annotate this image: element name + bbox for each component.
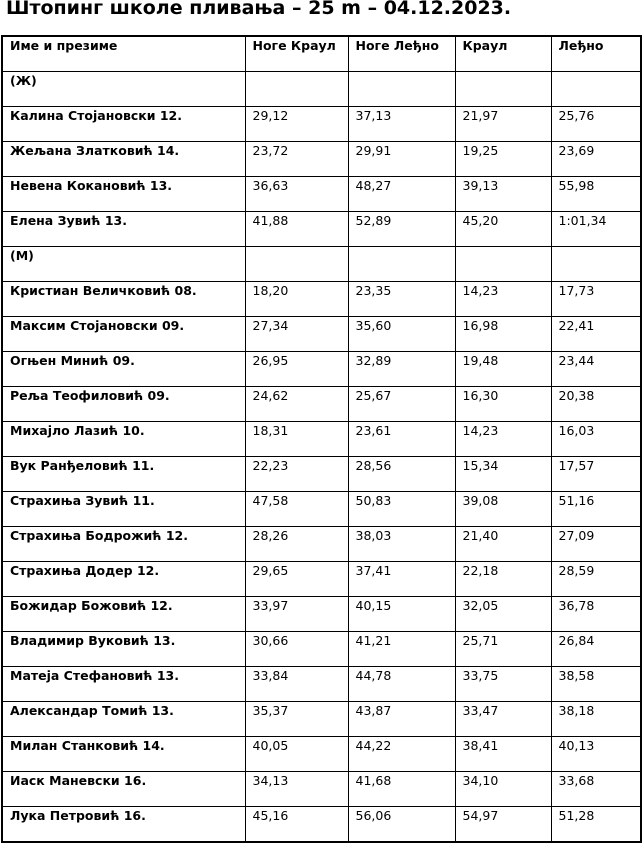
cell-kicks-backstroke: 52,89 [348, 212, 455, 247]
cell-backstroke: 16,03 [551, 422, 641, 457]
page-title: Штопинг школе пливања – 25 m – 04.12.2023. [6, 0, 512, 19]
header-freestyle: Краул [455, 36, 551, 72]
cell-kicks-backstroke: 23,61 [348, 422, 455, 457]
swimmer-name: Матеја Стефановић 13. [2, 667, 245, 702]
cell-kicks-freestyle: 40,05 [245, 737, 348, 772]
cell-freestyle: 16,30 [455, 387, 551, 422]
cell-freestyle: 32,05 [455, 597, 551, 632]
cell-backstroke: 36,78 [551, 597, 641, 632]
cell-kicks-freestyle: 45,16 [245, 807, 348, 843]
cell-freestyle: 38,41 [455, 737, 551, 772]
group-label: (Ж) [2, 72, 245, 107]
swimmer-name: Реља Теофиловић 09. [2, 387, 245, 422]
cell-backstroke [551, 72, 641, 107]
cell-backstroke: 55,98 [551, 177, 641, 212]
cell-freestyle: 22,18 [455, 562, 551, 597]
cell-freestyle: 19,48 [455, 352, 551, 387]
cell-kicks-freestyle: 27,34 [245, 317, 348, 352]
cell-kicks-backstroke: 28,56 [348, 457, 455, 492]
cell-backstroke: 38,18 [551, 702, 641, 737]
cell-kicks-freestyle [245, 247, 348, 282]
cell-kicks-freestyle: 33,97 [245, 597, 348, 632]
swimmer-name: Вук Ранђеловић 11. [2, 457, 245, 492]
swimmer-name: Огњен Минић 09. [2, 352, 245, 387]
cell-backstroke: 51,16 [551, 492, 641, 527]
cell-freestyle: 54,97 [455, 807, 551, 843]
cell-kicks-backstroke: 37,13 [348, 107, 455, 142]
header-backstroke: Леђно [551, 36, 641, 72]
cell-freestyle: 33,47 [455, 702, 551, 737]
cell-freestyle: 14,23 [455, 422, 551, 457]
cell-freestyle: 34,10 [455, 772, 551, 807]
cell-backstroke: 1:01,34 [551, 212, 641, 247]
cell-kicks-backstroke: 43,87 [348, 702, 455, 737]
cell-freestyle [455, 72, 551, 107]
swimmer-name: Страхиња Додер 12. [2, 562, 245, 597]
cell-kicks-backstroke: 35,60 [348, 317, 455, 352]
swimmer-name: Владимир Вуковић 13. [2, 632, 245, 667]
cell-freestyle: 39,13 [455, 177, 551, 212]
cell-backstroke: 26,84 [551, 632, 641, 667]
cell-freestyle: 33,75 [455, 667, 551, 702]
cell-freestyle: 15,34 [455, 457, 551, 492]
cell-kicks-freestyle: 23,72 [245, 142, 348, 177]
swimmer-name: Страхиња Зувић 11. [2, 492, 245, 527]
table-row [2, 107, 641, 142]
cell-kicks-backstroke: 23,35 [348, 282, 455, 317]
table-header-row [2, 36, 641, 72]
cell-kicks-freestyle: 29,12 [245, 107, 348, 142]
cell-freestyle: 25,71 [455, 632, 551, 667]
table-row [2, 422, 641, 457]
swimmer-name: Божидар Божовић 12. [2, 597, 245, 632]
cell-kicks-backstroke [348, 247, 455, 282]
cell-kicks-backstroke: 37,41 [348, 562, 455, 597]
cell-backstroke: 23,44 [551, 352, 641, 387]
cell-kicks-backstroke: 50,83 [348, 492, 455, 527]
results-table-body [2, 36, 641, 842]
swimmer-name: Жељана Златковић 14. [2, 142, 245, 177]
table-row [2, 702, 641, 737]
cell-backstroke: 23,69 [551, 142, 641, 177]
cell-kicks-freestyle: 26,95 [245, 352, 348, 387]
cell-freestyle: 19,25 [455, 142, 551, 177]
cell-backstroke: 28,59 [551, 562, 641, 597]
cell-kicks-backstroke: 29,91 [348, 142, 455, 177]
table-row [2, 282, 641, 317]
cell-kicks-backstroke: 48,27 [348, 177, 455, 212]
cell-freestyle: 21,97 [455, 107, 551, 142]
swimmer-name: Страхиња Бодрожић 12. [2, 527, 245, 562]
cell-backstroke: 33,68 [551, 772, 641, 807]
table-row [2, 492, 641, 527]
cell-backstroke: 17,57 [551, 457, 641, 492]
swimmer-name: Милан Станковић 14. [2, 737, 245, 772]
cell-kicks-freestyle: 36,63 [245, 177, 348, 212]
table-row [2, 737, 641, 772]
cell-kicks-freestyle: 35,37 [245, 702, 348, 737]
cell-freestyle [455, 247, 551, 282]
cell-backstroke: 27,09 [551, 527, 641, 562]
table-row [2, 142, 641, 177]
table-row [2, 352, 641, 387]
cell-freestyle: 39,08 [455, 492, 551, 527]
cell-kicks-freestyle: 33,84 [245, 667, 348, 702]
cell-kicks-freestyle: 47,58 [245, 492, 348, 527]
table-row [2, 177, 641, 212]
cell-kicks-backstroke: 41,21 [348, 632, 455, 667]
header-kicks-freestyle: Ноге Краул [245, 36, 348, 72]
cell-backstroke: 17,73 [551, 282, 641, 317]
swimmer-name: Александар Томић 13. [2, 702, 245, 737]
cell-kicks-backstroke: 32,89 [348, 352, 455, 387]
swimmer-name: Калина Стојановски 12. [2, 107, 245, 142]
table-row [2, 457, 641, 492]
cell-kicks-freestyle: 18,31 [245, 422, 348, 457]
swimmer-name: Максим Стојановски 09. [2, 317, 245, 352]
cell-kicks-backstroke: 44,78 [348, 667, 455, 702]
cell-backstroke: 25,76 [551, 107, 641, 142]
table-row [2, 212, 641, 247]
cell-kicks-freestyle [245, 72, 348, 107]
swimmer-name: Иаск Маневски 16. [2, 772, 245, 807]
cell-kicks-backstroke: 40,15 [348, 597, 455, 632]
swimmer-name: Михајло Лазић 10. [2, 422, 245, 457]
cell-backstroke: 40,13 [551, 737, 641, 772]
cell-kicks-freestyle: 34,13 [245, 772, 348, 807]
cell-backstroke [551, 247, 641, 282]
swimmer-name: Лука Петровић 16. [2, 807, 245, 843]
table-row [2, 527, 641, 562]
table-row [2, 597, 641, 632]
cell-kicks-backstroke: 25,67 [348, 387, 455, 422]
cell-kicks-freestyle: 18,20 [245, 282, 348, 317]
cell-kicks-backstroke: 56,06 [348, 807, 455, 843]
swimmer-name: Елена Зувић 13. [2, 212, 245, 247]
cell-kicks-freestyle: 30,66 [245, 632, 348, 667]
cell-freestyle: 45,20 [455, 212, 551, 247]
cell-kicks-freestyle: 29,65 [245, 562, 348, 597]
table-row [2, 772, 641, 807]
header-name: Име и презиме [2, 36, 245, 72]
table-row [2, 667, 641, 702]
table-row [2, 387, 641, 422]
swimmer-name: Невена Кокановић 13. [2, 177, 245, 212]
cell-kicks-freestyle: 28,26 [245, 527, 348, 562]
cell-kicks-freestyle: 24,62 [245, 387, 348, 422]
cell-backstroke: 20,38 [551, 387, 641, 422]
table-row [2, 562, 641, 597]
results-table [1, 35, 642, 843]
cell-backstroke: 38,58 [551, 667, 641, 702]
cell-kicks-backstroke [348, 72, 455, 107]
cell-kicks-backstroke: 38,03 [348, 527, 455, 562]
cell-kicks-backstroke: 41,68 [348, 772, 455, 807]
table-row [2, 317, 641, 352]
group-row [2, 247, 641, 282]
cell-freestyle: 16,98 [455, 317, 551, 352]
swimmer-name: Кристиан Величковић 08. [2, 282, 245, 317]
cell-freestyle: 21,40 [455, 527, 551, 562]
cell-kicks-freestyle: 41,88 [245, 212, 348, 247]
cell-kicks-freestyle: 22,23 [245, 457, 348, 492]
group-label: (М) [2, 247, 245, 282]
group-row [2, 72, 641, 107]
cell-backstroke: 51,28 [551, 807, 641, 843]
table-row [2, 807, 641, 843]
cell-freestyle: 14,23 [455, 282, 551, 317]
table-row [2, 632, 641, 667]
header-kicks-backstroke: Ноге Леђно [348, 36, 455, 72]
cell-kicks-backstroke: 44,22 [348, 737, 455, 772]
cell-backstroke: 22,41 [551, 317, 641, 352]
